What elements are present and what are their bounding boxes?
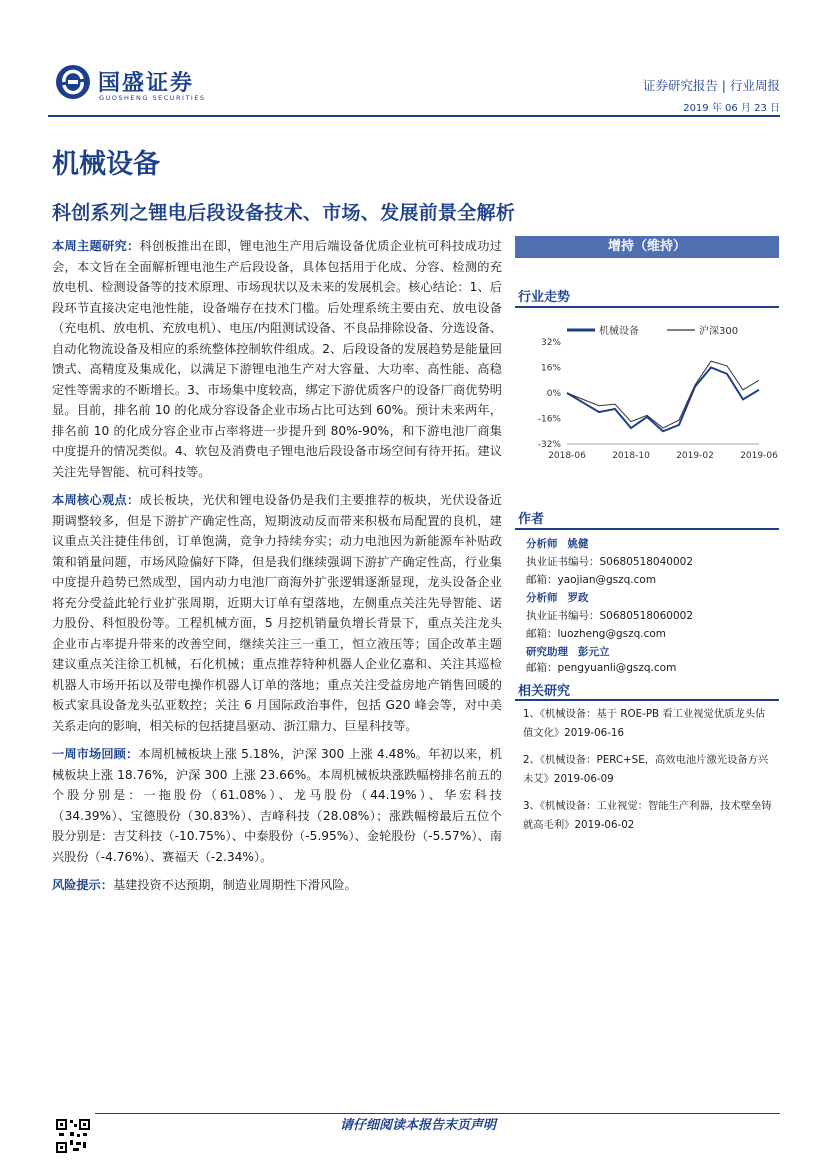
chart-legend [567, 324, 738, 337]
section-label: 风险提示： [52, 878, 113, 892]
report-date: 2019 年 06 月 23 日 [683, 103, 780, 114]
x-tick-label: 2018-06 [548, 451, 586, 461]
x-tick-label: 2018-10 [612, 451, 650, 461]
header-divider [48, 115, 780, 117]
related-list [523, 705, 775, 843]
trend-heading: 行业走势 [518, 290, 571, 305]
footer-disclaimer: 请仔细阅读本报告末页声明 [340, 1118, 497, 1133]
author-2-cert: 执业证书编号：S0680518060002 [526, 610, 694, 622]
trend-divider [515, 306, 779, 308]
section-risk [52, 875, 502, 896]
report-body [52, 236, 502, 904]
related-item[interactable]: 3、《机械设备：工业视觉：智能生产利器，技术壁垒铸就高毛利》2019-06-02 [523, 800, 772, 831]
section-label: 本周核心观点： [52, 493, 140, 507]
author-1-email: 邮箱：yaojian@gszq.com [526, 574, 657, 586]
related-item[interactable]: 1、《机械设备：基于 ROE-PB 看工业视觉优质龙头估值文化》2019-06-16 [523, 708, 766, 739]
trend-chart [515, 314, 779, 464]
y-tick-label: 0% [546, 389, 561, 399]
author-3: 研究助理 彭元立 [526, 646, 610, 658]
logo-icon [55, 64, 91, 100]
section-label: 本周主题研究： [52, 239, 140, 253]
section-text: 科创板推出在即，锂电池生产用后端设备优质企业杭可科技成功过会，本文旨在全面解析锂电池生产后段设备，具体包括用于化成、分容、检测的充放电机、检测设备等的技术原理、市场现状以及未来的发展机会。核心结论：1、后段环节直接决定电池性能，设备端存在技术门槛。后处理系统主要由充、放电设备（充电机、放电机、充放电机）、电压/内阻测试设备、不良品排除设备、分选设备、自动化物流设备及相应的系统整体控制软件组成。2、后段设备的发展趋势是能量回馈式、高精度及集成化，以满足下游锂电池生产对大容量、大功率、高性能、高稳定性等需求的不断增长。3、市场集中度较高，绑定下游优质客户的设备厂商优势明显。目前，排名前 10 的化成分容设备企业市场占比可达到 60%。预计未来两年，排名前 10 的化成分容企业市占率将进一步提升到 80%-90%，和下游电池厂商集中度提升的情况类似。4、软包及消费电子锂电池后段设备市场空间有待开拓。建议关注先导智能、杭可科技等。 [52, 239, 502, 479]
rating-badge: 增持（维持） [515, 236, 779, 258]
authors-heading: 作者 [518, 512, 545, 527]
company-name-en: GUOSHENG SECURITIES [99, 94, 206, 102]
author-1: 分析师 姚健 [526, 538, 589, 550]
y-tick-label: -32% [537, 440, 561, 450]
section-market [52, 744, 502, 867]
related-item[interactable]: 2、《机械设备：PERC+SE，高效电池片激光设备方兴未艾》2019-06-09 [523, 754, 769, 785]
section-views [52, 490, 502, 736]
section-theme [52, 236, 502, 482]
author-2-email: 邮箱：luozheng@gszq.com [526, 628, 667, 640]
related-heading: 相关研究 [518, 684, 571, 699]
chart-series [567, 361, 759, 431]
x-tick-label: 2019-06 [740, 451, 778, 461]
y-tick-label: 16% [540, 363, 561, 374]
y-tick-label: 32% [540, 338, 561, 348]
author-3-email: 邮箱：pengyuanli@gszq.com [526, 662, 677, 674]
report-title: 科创系列之锂电后段设备技术、市场、发展前景全解析 [52, 202, 516, 224]
company-name: 国盛证券 [98, 71, 195, 96]
y-tick-label: -16% [537, 414, 561, 425]
section-text: 本周机械板块上涨 5.18%，沪深 300 上涨 4.48%。年初以来，机械板块上涨 18.76%，沪深 300 上涨 23.66%。本周机械板块涨跌幅榜排名前五的个股分别是：一拖股份（61.08%）、龙马股份（44.19%）、华宏科技（34.39%）、宝德股份（30.83%）、吉峰科技（28.08%）；涨跌幅榜最后五位个股分别是：吉艾科技（-10.75%）、中泰股份（-5.95%）、金轮股份（-5.57%）、南兴股份（-4.76%）、赛福天（-2.34%）。 [52, 747, 502, 864]
series-line-2 [567, 361, 759, 428]
section-text: 基建投资不达预期，制造业周期性下滑风险。 [112, 878, 357, 892]
related-divider [515, 699, 779, 701]
section-label: 一周市场回顾： [52, 747, 139, 761]
section-text: 成长板块，光伏和锂电设备仍是我们主要推荐的板块，光伏设备近期调整较多，但是下游扩产确定性高，短期波动反而带来积极布局配置的良机，建议重点关注捷佳伟创，订单饱满，竞争力持续夯实；动力电池因为新能源车补贴政策和销量问题，市场风险偏好下降，但是我们继续强调下游扩产确定性高，行业集中度提升趋势已然成型，国内动力电池厂商海外扩张逻辑逐渐显现，龙头设备企业将充分受益此轮行业扩张周期，近期大订单有望落地，左侧重点关注先导智能、诺力股份、科恒股份等。工程机械方面，5 月挖机销量负增长背景下，重点关注龙头企业市占率提升带来的改善空间，继续关注三一重工，恒立液压等；国企改革主题建议重点关注徐工机械，石化机械；重点推荐特种机器人企业亿嘉和、关注其巡检机器人市场开拓以及带电操作机器人订单的落地；重点关注受益房地产销售回暖的板式家具设备龙头弘亚数控；关注 6 月国际政治事件，包括 G20 峰会等，对中美关系走向的影响，相关标的包括捷昌驱动、浙江鼎力、巨星科技等。 [52, 493, 502, 733]
legend-label: 机械设备 [599, 326, 639, 337]
qr-code-icon [55, 1118, 91, 1154]
x-tick-label: 2019-02 [676, 451, 714, 461]
series-line-1 [567, 368, 759, 432]
legend-label: 沪深300 [699, 326, 739, 337]
authors-divider [515, 528, 779, 530]
author-2: 分析师 罗政 [526, 592, 589, 604]
author-1-cert: 执业证书编号：S0680518040002 [526, 556, 694, 568]
sector-title: 机械设备 [52, 149, 160, 180]
report-type: 证券研究报告 | 行业周报 [642, 78, 780, 93]
